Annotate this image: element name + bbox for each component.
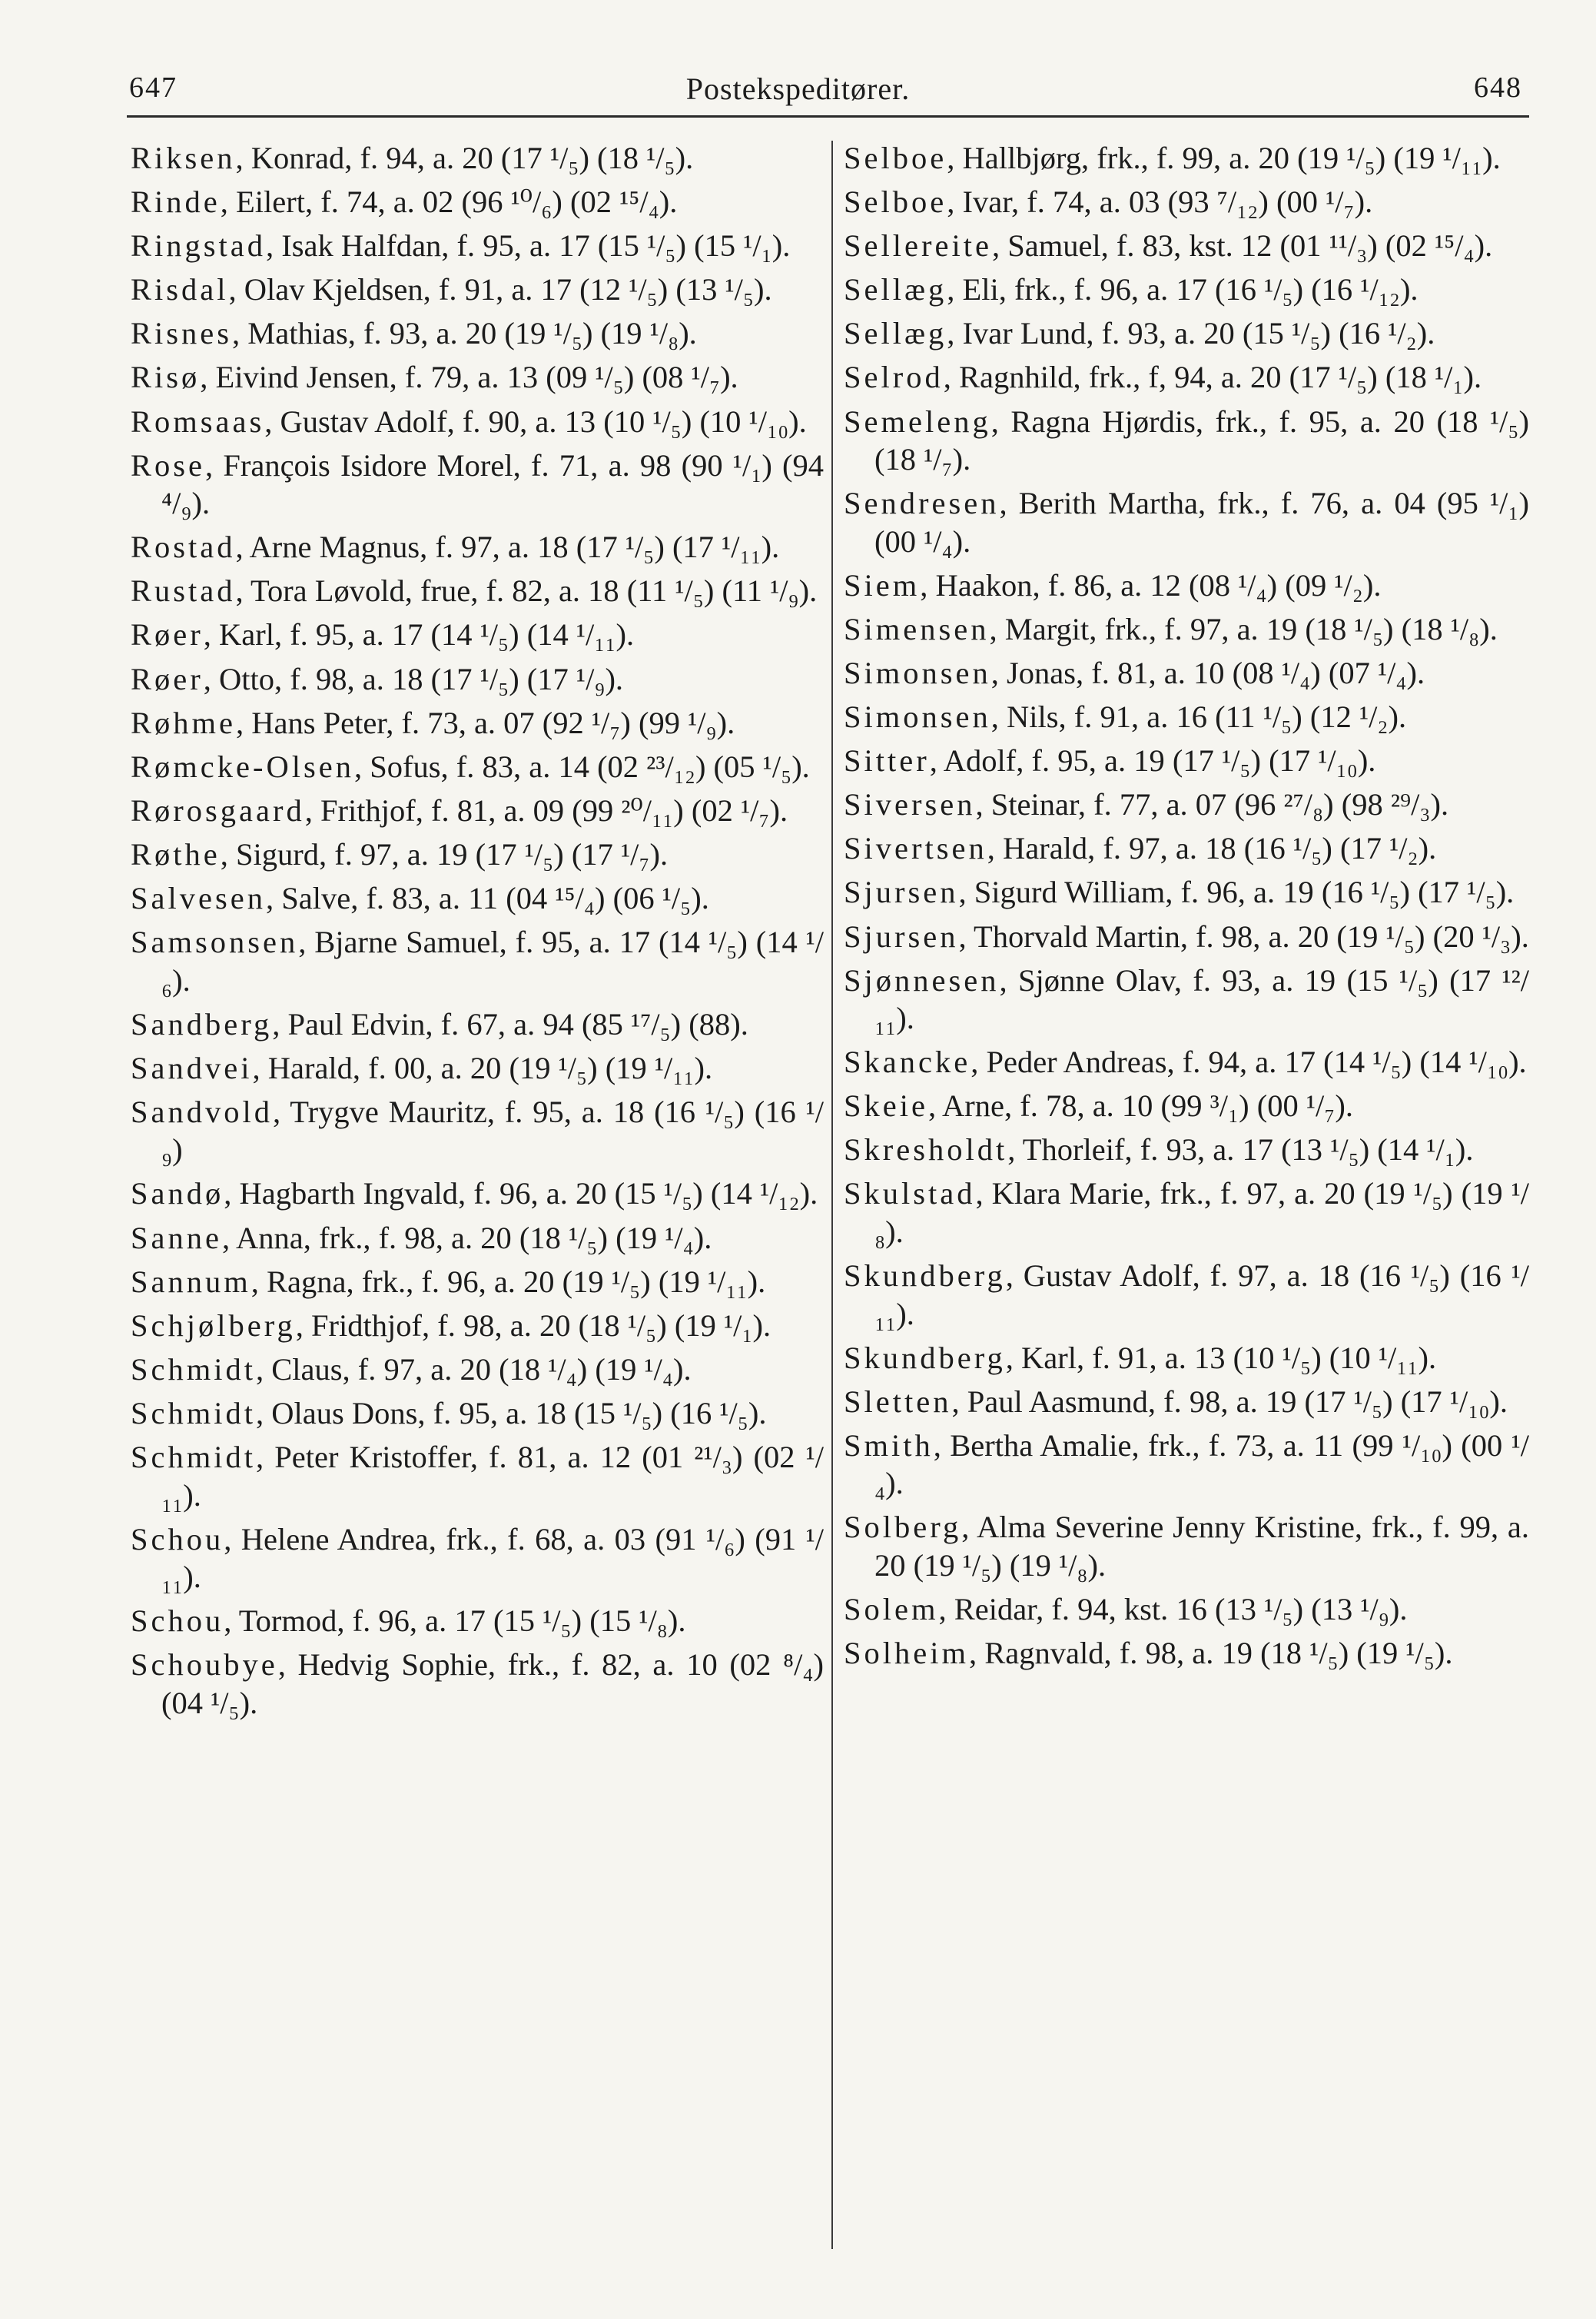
entry-surname: Solem [844,1592,939,1627]
entry-surname: Skresholdt [844,1132,1008,1168]
directory-entry [131,1049,824,1088]
right-column [844,139,1529,1678]
directory-entry [131,1307,824,1345]
entry-surname: Salvesen [131,881,266,915]
entry-details: , Sjønne Olav, f. 93, a. 19 (15 ¹/₅) (17 ¹²/₁₁). [874,962,1529,1036]
entry-surname: Rømcke-Olsen [131,749,354,784]
directory-entry [844,358,1529,397]
directory-entry [131,1005,824,1044]
directory-entry [844,610,1529,649]
entry-details: , Sigurd, f. 97, a. 19 (17 ¹/₅) (17 ¹/₇). [220,836,669,872]
directory-entry [844,873,1529,912]
entry-surname: Schmidt [131,1395,257,1430]
directory-entry [131,572,824,610]
directory-entry [131,358,824,397]
entry-details: , Salve, f. 83, a. 11 (04 ¹⁵/₄) (06 ¹/₅). [265,881,709,915]
entry-details: , Harald, f. 97, a. 18 (16 ¹/₅) (17 ¹/₂). [987,831,1437,866]
entry-details: , Peter Kristoffer, f. 81, a. 12 (01 ²¹/₃) (02 ¹/₁₁). [161,1440,824,1513]
entry-surname: Sellæg [844,272,947,307]
left-column [131,139,824,1728]
entry-details: , Eli, frk., f. 96, a. 17 (16 ¹/₅) (16 ¹/₁₂). [947,272,1418,307]
entry-details: , Gustav Adolf, f. 90, a. 13 (10 ¹/₅) (10 ¹/₁₀). [264,404,807,439]
directory-entry [844,1257,1529,1333]
directory-entry [131,528,824,566]
entry-surname: Sellæg [844,316,947,351]
directory-entry [131,660,824,699]
entry-surname: Sandvei [131,1050,253,1085]
entry-surname: Solberg [844,1510,962,1545]
entry-surname: Skancke [844,1045,971,1080]
entry-surname: Selboe [844,141,947,175]
entry-details: , Ragna Hjørdis, frk., f. 95, a. 20 (18 ¹/₅) (18 ¹/₇). [874,404,1529,477]
directory-entry [844,1634,1529,1673]
entry-surname: Solheim [844,1636,970,1671]
directory-entry [844,183,1529,221]
directory-entry [131,1351,824,1389]
directory-entry [844,1131,1529,1169]
entry-surname: Schou [131,1521,224,1557]
entry-details: , Tormod, f. 96, a. 17 (15 ¹/₅) (15 ¹/₈). [224,1603,686,1639]
entry-surname: Sjursen [844,875,959,910]
entry-details: , François Isidore Morel, f. 71, a. 98 (90 ¹/₁) (94 ⁴/₉). [161,447,824,521]
entry-details: , Eilert, f. 74, a. 02 (96 ¹⁰/₆) (02 ¹⁵/₄). [220,184,678,220]
entry-surname: Rustad [131,573,236,609]
entry-details: , Hans Peter, f. 73, a. 07 (92 ¹/₇) (99 ¹/₉). [236,705,735,740]
entry-surname: Selrod [844,360,944,395]
directory-entry [844,271,1529,309]
running-title: Postekspeditører. [685,71,911,106]
page-header [0,0,1596,131]
entry-surname: Sletten [844,1384,952,1419]
directory-entry [844,1508,1529,1584]
directory-entry [131,314,824,353]
entry-details: , Margit, frk., f. 97, a. 19 (18 ¹/₅) (18 ¹/₈). [989,611,1498,646]
column-divider [831,141,833,2249]
left-page-number: 647 [129,71,178,104]
directory-entry [131,139,824,178]
entry-details: , Steinar, f. 77, a. 07 (96 ²⁷/₈) (98 ²⁹/₃). [975,787,1449,822]
directory-entry [131,1646,824,1722]
entry-surname: Skulstad [844,1176,976,1211]
entry-details: , Nils, f. 91, a. 16 (11 ¹/₅) (12 ¹/₂). [990,699,1407,735]
entry-details: , Ragnvald, f. 98, a. 19 (18 ¹/₅) (19 ¹/₅). [969,1636,1453,1671]
entry-surname: Røhme [131,705,236,740]
directory-entry [844,918,1529,956]
entry-surname: Sandberg [131,1006,273,1042]
entry-details: , Mathias, f. 93, a. 20 (19 ¹/₅) (19 ¹/₈). [232,316,697,351]
entry-details: , Thorvald Martin, f. 98, a. 20 (19 ¹/₅) (20 ¹/₃). [958,919,1529,954]
directory-entry [844,829,1529,868]
entry-details: , Sigurd William, f. 96, a. 19 (16 ¹/₅) (17 ¹/₅). [958,875,1515,910]
directory-entry [844,139,1529,178]
entry-surname: Semeleng [844,404,991,439]
directory-entry [844,962,1529,1038]
directory-entry [844,698,1529,736]
directory-entry [131,1394,824,1433]
header-rule [127,115,1529,118]
entry-surname: Sitter [844,743,930,779]
entry-surname: Sellereite [844,228,992,264]
entry-details: , Karl, f. 91, a. 13 (10 ¹/₅) (10 ¹/₁₁). [1005,1340,1437,1375]
entry-details: , Harald, f. 00, a. 20 (19 ¹/₅) (19 ¹/₁₁). [252,1050,713,1085]
entry-details: , Otto, f. 98, a. 18 (17 ¹/₅) (17 ¹/₉). [203,661,624,696]
directory-entry [131,227,824,265]
entry-surname: Risdal [131,272,229,307]
entry-surname: Schjølberg [131,1307,296,1343]
directory-entry [844,1087,1529,1125]
directory-entry [131,616,824,654]
entry-surname: Risnes [131,316,233,351]
entry-surname: Risø [131,360,201,395]
entry-details: , Hallbjørg, frk., f. 99, a. 20 (19 ¹/₅) (19 ¹/₁₁). [947,141,1501,175]
entry-details: , Olaus Dons, f. 95, a. 18 (15 ¹/₅) (16 ¹/₅). [256,1395,767,1430]
entry-surname: Siem [844,567,921,603]
entry-surname: Sandø [131,1176,224,1211]
entry-details: , Peder Andreas, f. 94, a. 17 (14 ¹/₅) (14 ¹/₁₀). [971,1045,1527,1080]
entry-surname: Sanne [131,1220,222,1255]
entry-details: , Samuel, f. 83, kst. 12 (01 ¹¹/₃) (02 ¹⁵/₄). [991,228,1493,264]
entry-surname: Smith [844,1427,934,1463]
directory-entry [844,227,1529,265]
directory-entry [131,183,824,221]
entry-details: , Ivar, f. 74, a. 03 (93 ⁷/₁₂) (00 ¹/₇). [947,184,1373,220]
entry-details: , Adolf, f. 95, a. 19 (17 ¹/₅) (17 ¹/₁₀). [929,743,1376,779]
entry-details: , Haakon, f. 86, a. 12 (08 ¹/₄) (09 ¹/₂). [920,567,1382,603]
entry-details: , Paul Edvin, f. 67, a. 94 (85 ¹⁷/₅) (88). [272,1006,748,1042]
entry-details: , Jonas, f. 81, a. 10 (08 ¹/₄) (07 ¹/₄). [990,655,1425,690]
directory-entry [131,1219,824,1258]
directory-entry [844,1174,1529,1251]
entry-details: , Klara Marie, frk., f. 97, a. 20 (19 ¹/₅) (19 ¹/₈). [874,1176,1529,1249]
entry-details: , Konrad, f. 94, a. 20 (17 ¹/₅) (18 ¹/₅). [235,141,694,175]
entry-surname: Simensen [844,611,990,646]
right-page-number: 648 [1474,71,1522,104]
entry-surname: Skeie [844,1088,928,1124]
entry-surname: Selboe [844,184,947,220]
entry-details: , Hagbarth Ingvald, f. 96, a. 20 (15 ¹/₅) (14 ¹/₁₂). [224,1176,818,1211]
directory-entry [131,792,824,830]
entry-surname: Røer [131,617,204,653]
directory-entry [131,748,824,786]
entry-details: , Paul Aasmund, f. 98, a. 19 (17 ¹/₅) (17 ¹/₁₀). [951,1384,1508,1419]
entry-surname: Røthe [131,836,221,872]
directory-entry [844,314,1529,353]
directory-entry [844,1383,1529,1421]
entry-details: , Tora Løvold, frue, f. 82, a. 18 (11 ¹/₅) (11 ¹/₉). [235,573,818,609]
entry-surname: Simonsen [844,655,991,690]
entry-surname: Schmidt [131,1351,257,1387]
entry-details: , Alma Severine Jenny Kristine, frk., f. 99, a. 20 (19 ¹/₅) (19 ¹/₈). [874,1510,1529,1583]
directory-entry [131,1602,824,1640]
entry-surname: Sjønnesen [844,962,1000,998]
entry-details: , Ragnhild, frk., f, 94, a. 20 (17 ¹/₅) (18 ¹/₁). [943,360,1482,395]
directory-entry [131,1174,824,1213]
directory-entry [844,1339,1529,1377]
entry-surname: Sendresen [844,486,1000,521]
entry-surname: Røer [131,661,204,696]
entry-surname: Skundberg [844,1258,1006,1294]
directory-entry [844,403,1529,479]
entry-surname: Sannum [131,1264,251,1299]
entry-surname: Riksen [131,141,236,175]
entry-surname: Siversen [844,787,976,822]
entry-details: , Karl, f. 95, a. 17 (14 ¹/₅) (14 ¹/₁₁). [203,617,635,653]
directory-entry [844,1043,1529,1081]
entry-details: , Arne, f. 78, a. 10 (99 ³/₁) (00 ¹/₇). [927,1088,1354,1124]
directory-entry [131,403,824,441]
entry-surname: Samsonsen [131,925,299,960]
entry-details: , Ragna, frk., f. 96, a. 20 (19 ¹/₅) (19 ¹/₁₁). [251,1264,766,1299]
directory-entry [131,879,824,918]
entry-surname: Sandvold [131,1094,274,1129]
directory-entry [131,1438,824,1514]
entry-details: , Hedvig Sophie, frk., f. 82, a. 10 (02 ⁸/₄) (04 ¹/₅). [161,1647,824,1720]
entry-details: , Sofus, f. 83, a. 14 (02 ²³/₁₂) (05 ¹/₅). [353,749,810,784]
entry-surname: Ringstad [131,228,267,264]
entry-surname: Romsaas [131,404,265,439]
entry-surname: Schou [131,1603,224,1639]
directory-entry [131,836,824,874]
directory-entry [844,484,1529,560]
entry-details: , Bertha Amalie, frk., f. 73, a. 11 (99 ¹/₁₀) (00 ¹/₄). [874,1427,1529,1501]
directory-entry [844,654,1529,693]
entry-surname: Simonsen [844,699,991,735]
directory-entry [844,1427,1529,1503]
entry-details: , Claus, f. 97, a. 20 (18 ¹/₄) (19 ¹/₄). [256,1351,692,1387]
entry-surname: Schoubye [131,1647,278,1683]
entry-surname: Schmidt [131,1440,257,1475]
directory-entry [844,566,1529,605]
entry-details: , Helene Andrea, frk., f. 68, a. 03 (91 ¹/₆) (91 ¹/₁₁). [161,1521,824,1595]
entry-details: , Bjarne Samuel, f. 95, a. 17 (14 ¹/₅) (14 ¹/₆). [161,925,824,998]
entry-surname: Sivertsen [844,831,987,866]
entry-details: , Ivar Lund, f. 93, a. 20 (15 ¹/₅) (16 ¹/₂). [947,316,1435,351]
entry-details: , Reidar, f. 94, kst. 16 (13 ¹/₅) (13 ¹/₉). [938,1592,1408,1627]
entry-details: , Olav Kjeldsen, f. 91, a. 17 (12 ¹/₅) (13 ¹/₅). [228,272,772,307]
directory-entry [131,1520,824,1596]
entry-details: , Isak Halfdan, f. 95, a. 17 (15 ¹/₅) (15 ¹/₁). [266,228,791,264]
directory-entry [131,1263,824,1301]
entry-surname: Skundberg [844,1340,1006,1375]
entry-details: , Frithjof, f. 81, a. 09 (99 ²⁰/₁₁) (02 ¹/₇). [304,792,788,828]
entry-surname: Rose [131,447,205,483]
entry-details: , Arne Magnus, f. 97, a. 18 (17 ¹/₅) (17 ¹/₁₁). [235,530,780,565]
directory-entry [131,1093,824,1169]
directory-entry [131,923,824,999]
directory-entry [844,786,1529,824]
entry-surname: Rinde [131,184,221,220]
entry-details: , Thorleif, f. 93, a. 17 (13 ¹/₅) (14 ¹/₁). [1007,1132,1474,1168]
entry-details: , Trygve Mauritz, f. 95, a. 18 (16 ¹/₅) (16 ¹/₉) [161,1094,824,1168]
directory-entry [131,447,824,523]
entry-details: , Gustav Adolf, f. 97, a. 18 (16 ¹/₅) (16 ¹/₁₁). [874,1258,1529,1331]
directory-entry [844,1590,1529,1629]
entry-details: , Berith Martha, frk., f. 76, a. 04 (95 ¹/₁) (00 ¹/₄). [874,486,1529,559]
entry-surname: Rostad [131,530,236,565]
entry-surname: Sjursen [844,919,959,954]
directory-entry [844,742,1529,780]
entry-details: , Anna, frk., f. 98, a. 20 (18 ¹/₅) (19 ¹/₄). [221,1220,712,1255]
directory-entry [131,271,824,309]
entry-details: , Eivind Jensen, f. 79, a. 13 (09 ¹/₅) (08 ¹/₇). [200,360,738,395]
entry-details: , Fridthjof, f. 98, a. 20 (18 ¹/₅) (19 ¹/₁). [295,1307,771,1343]
entry-surname: Rørosgaard [131,792,305,828]
directory-entry [131,704,824,743]
